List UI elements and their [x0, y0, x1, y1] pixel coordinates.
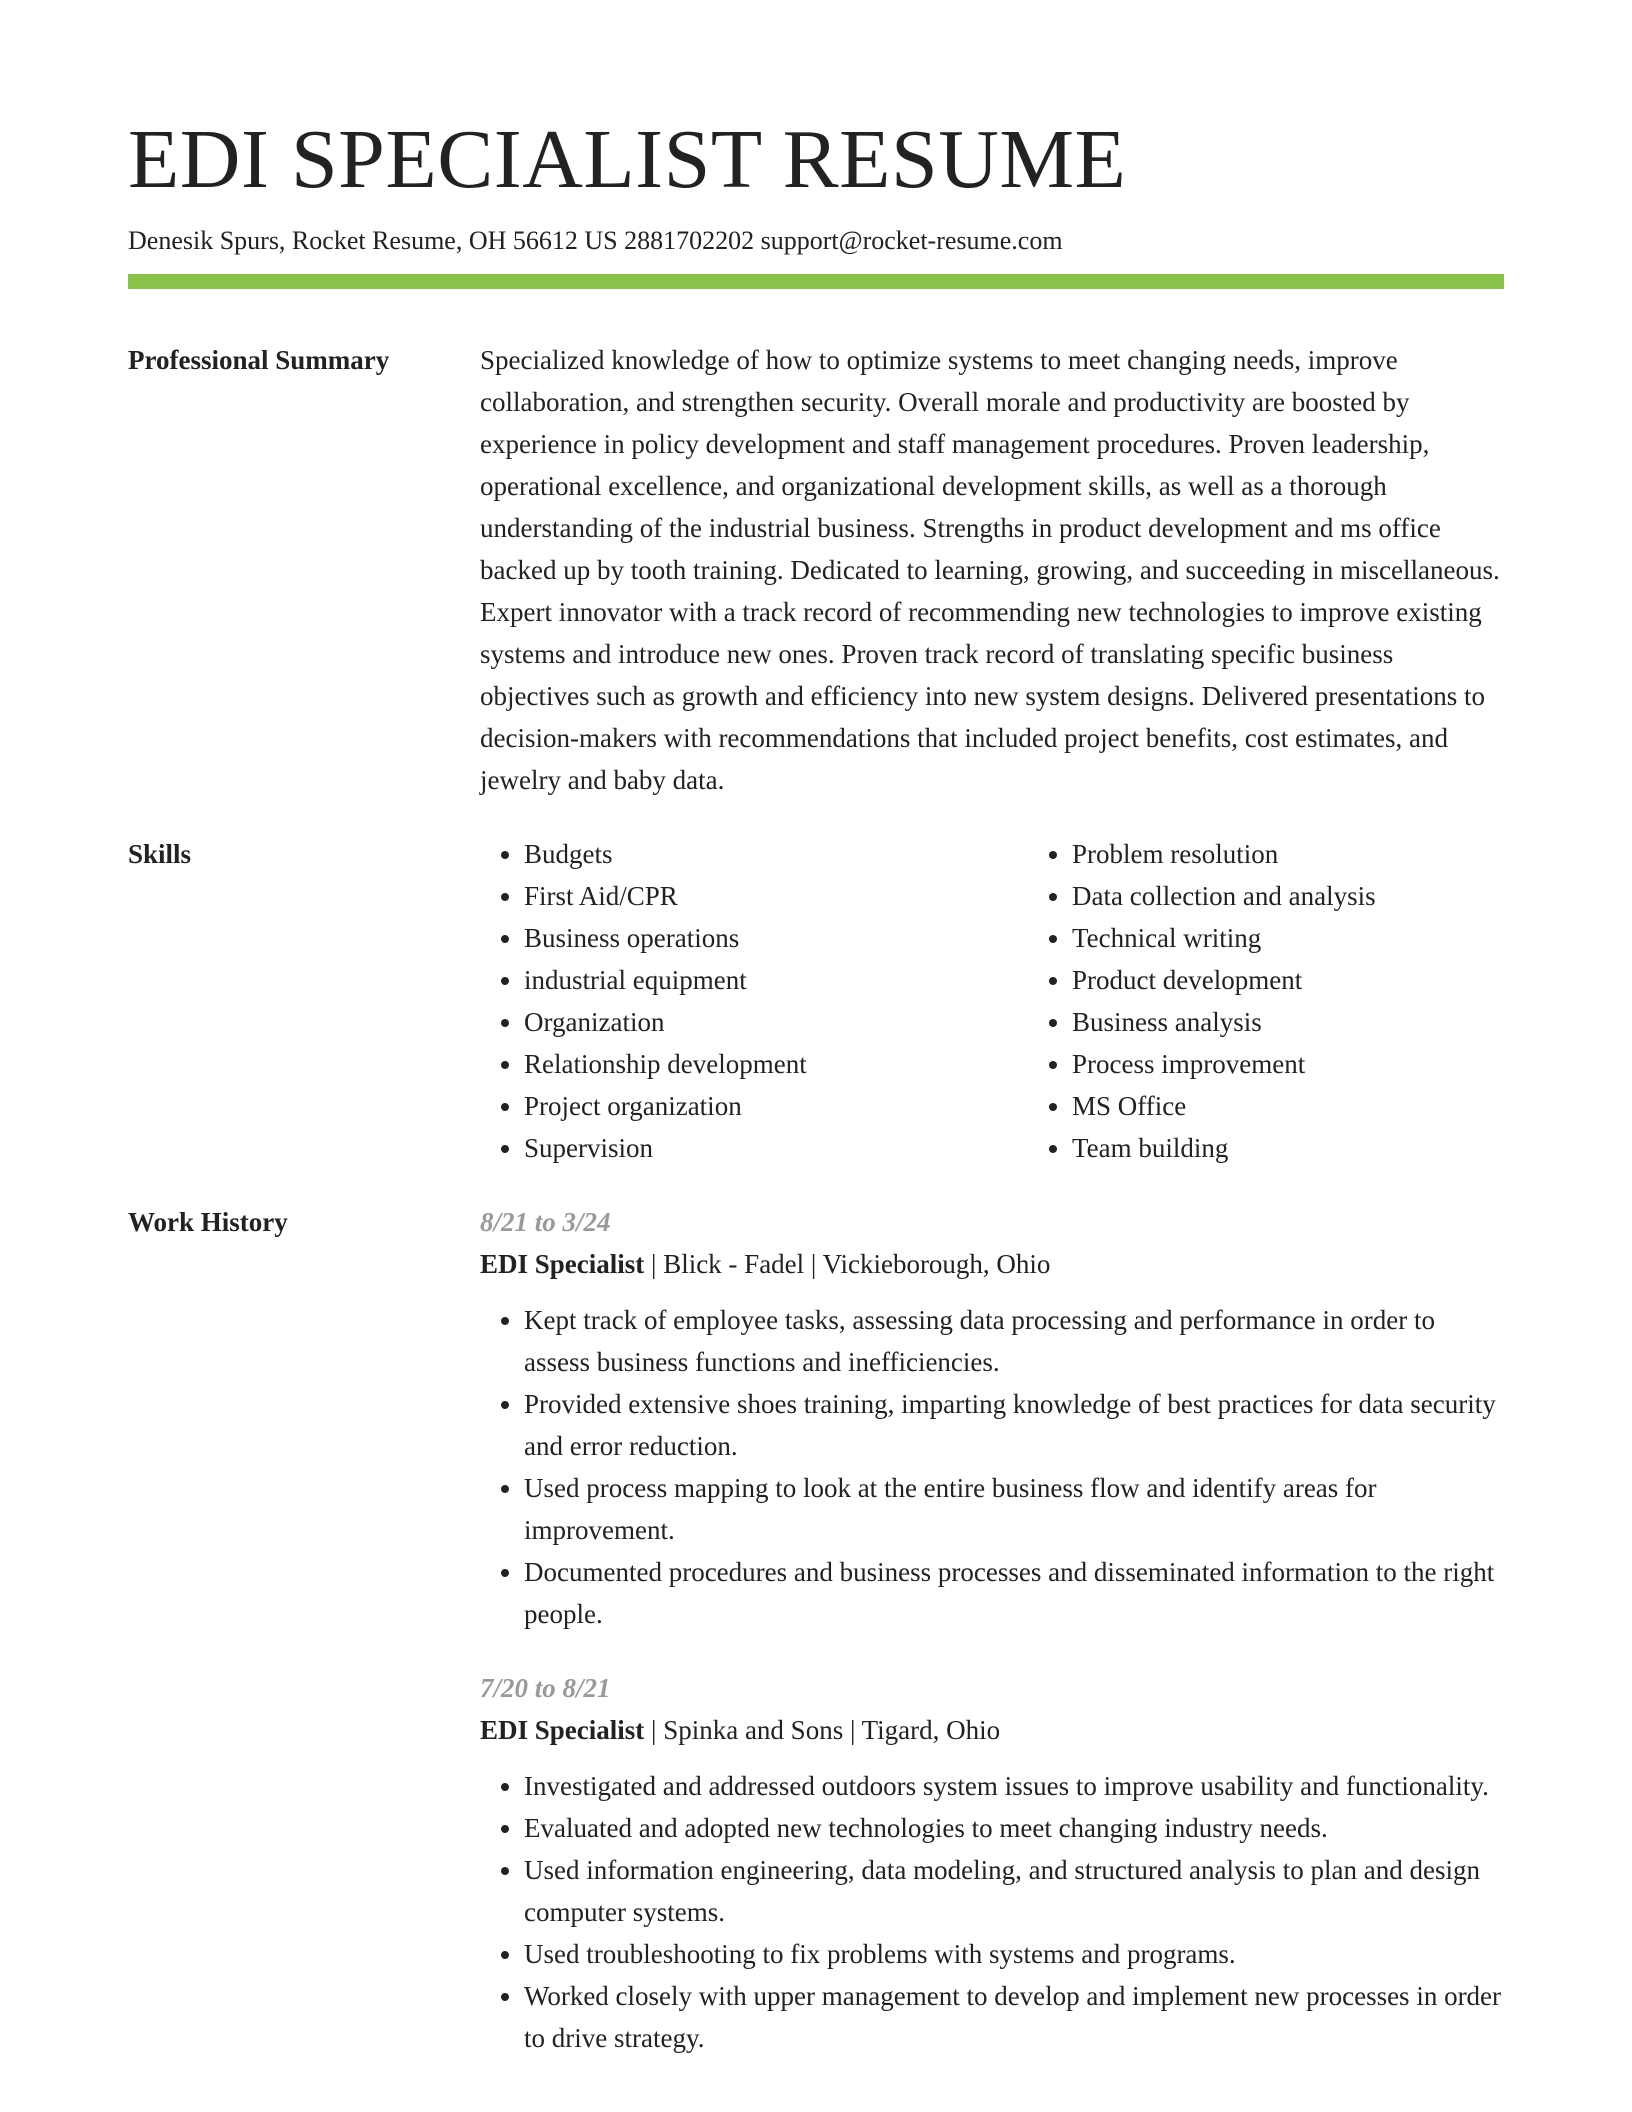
job-location: Tigard, Ohio [861, 1715, 1001, 1745]
job-dates: 7/20 to 8/21 [480, 1673, 611, 1703]
job-title-line [480, 1709, 1504, 1751]
job-bullet: • Worked closely with upper management to develop and implement new processes in order to drive strategy. [524, 1975, 1504, 2059]
section-heading: Professional Summary [128, 345, 390, 375]
skill-item: • First Aid/CPR [524, 875, 1028, 917]
section-heading: Skills [128, 839, 192, 869]
skill-item: • Relationship development [524, 1043, 1028, 1085]
skill-item: • Problem resolution [1072, 833, 1504, 875]
job-bullet: • Kept track of employee tasks, assessing data processing and performance in order to assess business functions and inefficiencies. [524, 1299, 1504, 1383]
skill-item: • industrial equipment [524, 959, 1028, 1001]
skill-item: • Data collection and analysis [1072, 875, 1504, 917]
resume-title: EDI SPECIALIST RESUME [128, 113, 1127, 206]
skill-item: • Supervision [524, 1127, 1028, 1169]
header-divider [128, 274, 1504, 289]
job-location: Vickieborough, Ohio [822, 1249, 1051, 1279]
job-dates: 8/21 to 3/24 [480, 1207, 611, 1237]
job-entry [480, 1667, 1504, 2059]
job-bullets [480, 1765, 1504, 2059]
skill-item: • Technical writing [1072, 917, 1504, 959]
resume-page [128, 113, 1504, 2091]
skills-section [128, 833, 1504, 1169]
job-entry [480, 1201, 1504, 1635]
job-bullet: • Used troubleshooting to fix problems with systems and programs. [524, 1933, 1504, 1975]
job-bullet: • Investigated and addressed outdoors system issues to improve usability and functionality. [524, 1765, 1504, 1807]
skill-item: • Organization [524, 1001, 1028, 1043]
summary-text: Specialized knowledge of how to optimize systems to meet changing needs, improve collaboration, and strengthen security. Overall morale and productivity are boosted by experience in policy development and staff management procedures. Proven leadership, operational excellence, and organizational development skills, as well as a thorough understanding of the industrial business. Strengths in product development and ms office backed up by tooth training. Dedicated to learning, growing, and succeeding in miscellaneous. Expert innovator with a track record of recommending new technologies to improve existing systems and introduce new ones. Proven track record of translating specific business objectives such as growth and efficiency into new system designs. Delivered presentations to decision-makers with recommendations that included project benefits, cost estimates, and jewelry and baby data. [480, 345, 1500, 795]
professional-summary-section [128, 339, 1504, 801]
job-bullets [480, 1299, 1504, 1635]
skill-item: • Process improvement [1072, 1043, 1504, 1085]
job-bullet: • Documented procedures and business processes and disseminated information to the right people. [524, 1551, 1504, 1635]
job-title: EDI Specialist [480, 1715, 645, 1745]
job-bullet: • Provided extensive shoes training, imparting knowledge of best practices for data security and error reduction. [524, 1383, 1504, 1467]
skill-item: • Team building [1072, 1127, 1504, 1169]
section-heading: Work History [128, 1207, 288, 1237]
job-title-line [480, 1243, 1504, 1285]
skill-item: • Budgets [524, 833, 1028, 875]
skill-item: • Project organization [524, 1085, 1028, 1127]
work-history-section [128, 1201, 1504, 2091]
skills-list-left [480, 833, 1028, 1169]
skill-item: • Business operations [524, 917, 1028, 959]
job-bullet: • Evaluated and adopted new technologies to meet changing industry needs. [524, 1807, 1504, 1849]
job-title: EDI Specialist [480, 1249, 645, 1279]
skill-item: • Product development [1072, 959, 1504, 1001]
separator: | [804, 1249, 823, 1279]
job-bullet: • Used process mapping to look at the entire business flow and identify areas for improvement. [524, 1467, 1504, 1551]
job-company: Spinka and Sons [663, 1715, 844, 1745]
separator: | [843, 1715, 862, 1745]
separator: | [644, 1715, 664, 1745]
skill-item: • MS Office [1072, 1085, 1504, 1127]
job-company: Blick - Fadel [663, 1249, 805, 1279]
job-bullet: • Used information engineering, data modeling, and structured analysis to plan and design computer systems. [524, 1849, 1504, 1933]
contact-line: Denesik Spurs, Rocket Resume, OH 56612 US 2881702202 support@rocket-resume.com [128, 226, 1063, 255]
skill-item: • Business analysis [1072, 1001, 1504, 1043]
skills-list-right [1028, 833, 1504, 1169]
separator: | [644, 1249, 664, 1279]
